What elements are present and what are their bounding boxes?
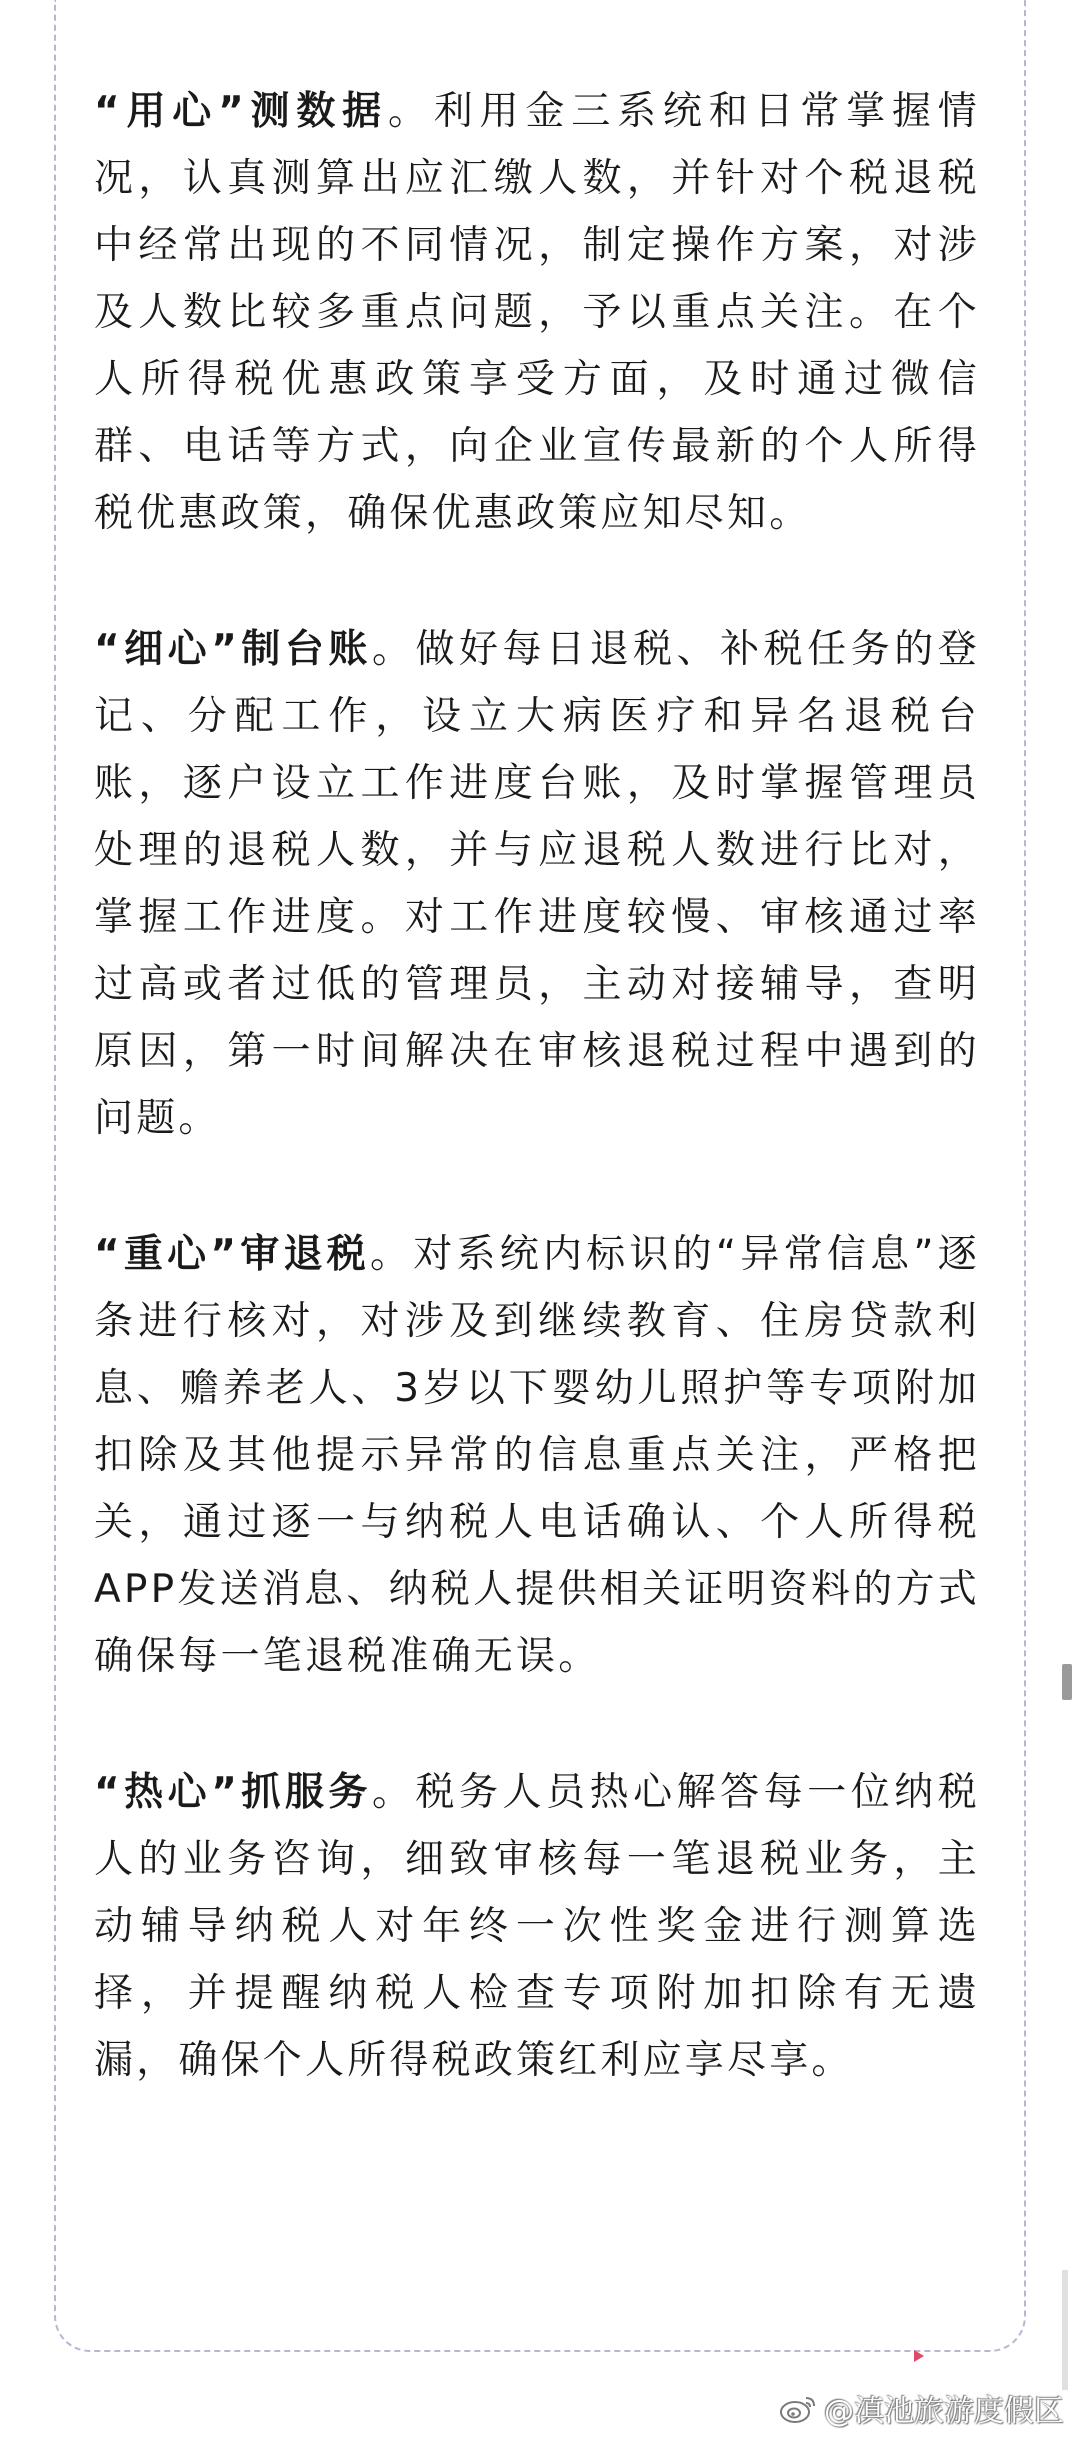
paragraph-body: 。做好每日退税、补税任务的登记、分配工作，设立大病医疗和异名退税台账，逐户设立工作进度台账，及时掌握管理员处理的退税人数，并与应退税人数进行比对，掌握工作进度。对工作进度较慢、审核通过率过高或者过低的管理员，主动对接辅导，查明原因，第一时间解决在审核退税过程中遇到的问题。 [94,627,980,1141]
paragraph-body: 。利用金三系统和日常掌握情况，认真测算出应汇缴人数，并针对个税退税中经常出现的不同情况，制定操作方案，对涉及人数比较多重点问题，予以重点关注。在个人所得税优惠政策享受方面，及时通过微信群、电话等方式，向企业宣传最新的个人所得税优惠政策，确保优惠政策应知尽知。 [94,89,980,536]
paragraph-ledger [94,616,980,1152]
paragraph-review-refund [94,1221,980,1690]
paragraph-lead: “用心”测数据 [94,89,388,134]
weibo-watermark [778,2389,1064,2427]
paragraph-lead: “热心”抓服务 [94,1770,372,1815]
paragraph-lead: “重心”审退税 [94,1232,370,1277]
paragraph-service [94,1759,980,2094]
paragraph-body: 。税务人员热心解答每一位纳税人的业务咨询，细致审核每一笔退税业务，主动辅导纳税人对年终一次性奖金进行测算选择，并提醒纳税人检查专项附加扣除有无遗漏，确保个人所得税政策红利应享尽享。 [94,1770,980,2083]
play-arrow-icon [914,2350,924,2362]
paragraph-measure-data [94,78,980,547]
paragraph-body: 。对系统内标识的“异常信息”逐条进行核对，对涉及到继续教育、住房贷款利息、赡养老人、3岁以下婴幼儿照护等专项附加扣除及其他提示异常的信息重点关注，严格把关，通过逐一与纳税人电话确认、个人所得税APP发送消息、纳税人提供相关证明资料的方式确保每一笔退税准确无误。 [94,1232,980,1679]
weibo-icon [778,2392,818,2424]
scrollbar-thumb[interactable] [1062,1664,1072,1700]
watermark-text: @滇池旅游度假区 [824,2394,1064,2429]
edge-shadow [1062,2270,1068,2390]
article-content [94,78,980,2163]
paragraph-lead: “细心”制台账 [94,627,372,672]
